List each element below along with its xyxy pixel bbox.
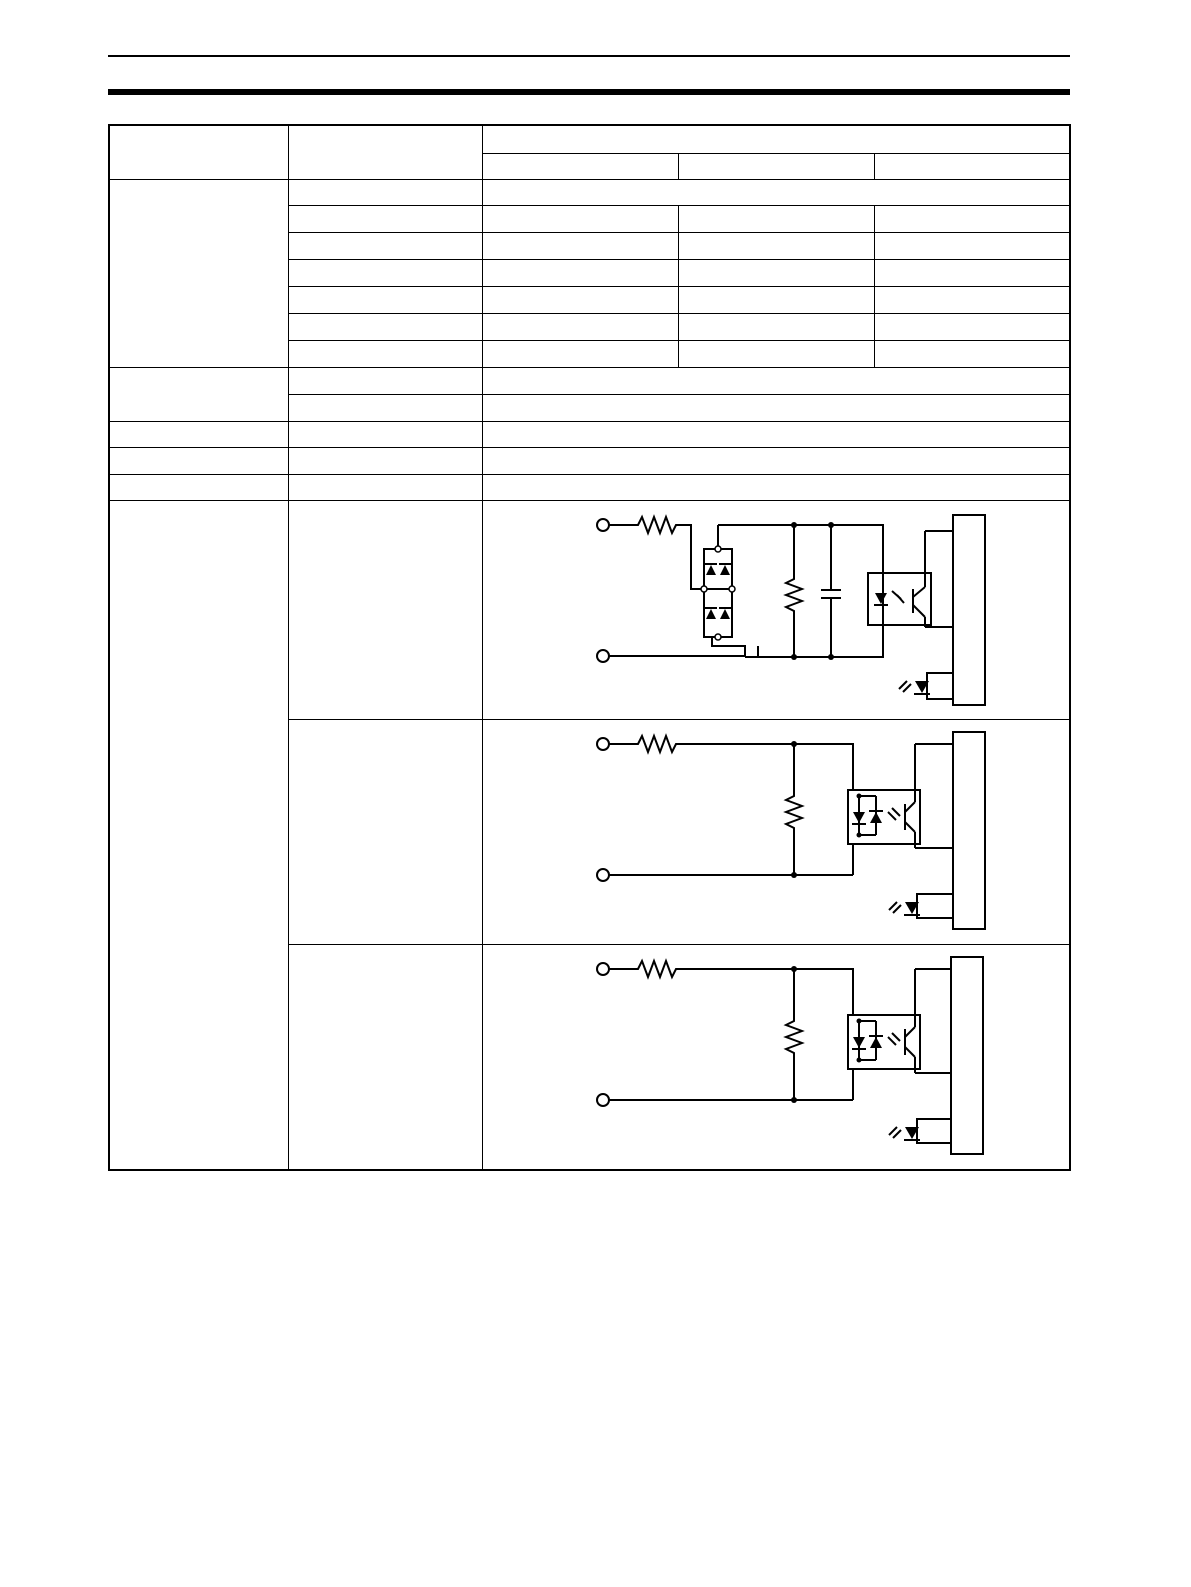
table-row [109, 421, 1070, 447]
circuit-row [109, 500, 1070, 719]
row-value [482, 447, 1070, 474]
row-group-label [109, 421, 288, 447]
bridge-rectifier-icon [701, 525, 735, 640]
input-terminal-2 [597, 1094, 609, 1106]
circuit-diagram-bridge [483, 501, 1069, 719]
row-value [482, 259, 678, 286]
header-cell-specification [482, 125, 1070, 153]
capacitor-icon [821, 525, 841, 657]
header-cell-subitem [288, 125, 482, 179]
header-cell-model-3 [874, 153, 1070, 179]
top-rail [718, 525, 883, 657]
ac-dc-input-circuit-diagram [482, 500, 1070, 719]
row-value [874, 340, 1070, 367]
row-label-circuit-2 [288, 719, 482, 944]
row-value [482, 286, 678, 313]
shunt-resistor [786, 969, 802, 1100]
internal-circuit-block [953, 515, 985, 705]
row-value [482, 232, 678, 259]
specification-table [108, 124, 1071, 1171]
input-terminal-1 [597, 963, 609, 975]
table-row [109, 367, 1070, 394]
row-group-label [109, 367, 288, 421]
table-row [109, 179, 1070, 205]
row-value [678, 340, 874, 367]
row-value [678, 205, 874, 232]
input-terminal-2 [597, 650, 609, 662]
header-cell-model-2 [678, 153, 874, 179]
row-value [678, 286, 874, 313]
row-value [482, 367, 1070, 394]
row-value [874, 313, 1070, 340]
row-group-label [109, 474, 288, 500]
row-label [288, 474, 482, 500]
row-value [874, 205, 1070, 232]
row-group-label-circuit [109, 500, 288, 1170]
row-value [482, 394, 1070, 421]
shunt-resistor [786, 525, 802, 657]
internal-circuit-block [953, 732, 985, 929]
row-label [288, 421, 482, 447]
row-label [288, 259, 482, 286]
row-label [288, 340, 482, 367]
row-label-circuit-1 [288, 500, 482, 719]
internal-circuit-block [951, 957, 983, 1154]
row-label [288, 313, 482, 340]
indicator-led-icon [889, 1119, 951, 1143]
row-value [482, 179, 1070, 205]
row-value [678, 232, 874, 259]
table-row [109, 474, 1070, 500]
input-resistor [609, 736, 853, 790]
header-cell-model-1 [482, 153, 678, 179]
header-cell-item [109, 125, 288, 179]
row-label [288, 447, 482, 474]
dc-input-circuit-diagram-2 [482, 944, 1070, 1170]
input-resistor [609, 961, 853, 1015]
row-value [482, 205, 678, 232]
row-value [482, 340, 678, 367]
shunt-resistor [786, 744, 802, 875]
input-terminal-1 [597, 738, 609, 750]
header-rule-thick [108, 89, 1070, 95]
input-terminal-2 [597, 869, 609, 881]
input-terminal-1 [597, 519, 609, 531]
row-value [482, 313, 678, 340]
row-value [874, 286, 1070, 313]
row-label [288, 179, 482, 205]
circuit-diagram-dc-2 [483, 945, 1069, 1169]
row-value [678, 313, 874, 340]
row-value [874, 232, 1070, 259]
indicator-led-icon [889, 894, 953, 918]
row-label-circuit-3 [288, 944, 482, 1170]
photocoupler-icon [848, 790, 920, 844]
row-value [874, 259, 1070, 286]
row-value [678, 259, 874, 286]
photocoupler-icon [868, 573, 931, 625]
input-line-return [609, 638, 745, 656]
row-label [288, 286, 482, 313]
circuit-diagram-dc-1 [483, 720, 1069, 944]
table-row [109, 447, 1070, 474]
input-resistor [609, 517, 704, 589]
photocoupler-icon [848, 1015, 920, 1069]
row-label [288, 205, 482, 232]
row-label [288, 367, 482, 394]
dc-input-circuit-diagram-1 [482, 719, 1070, 944]
row-group-label [109, 179, 288, 367]
indicator-led-icon [899, 673, 953, 699]
row-label [288, 232, 482, 259]
row-group-label [109, 447, 288, 474]
table-header-row [109, 125, 1070, 153]
row-value [482, 421, 1070, 447]
header-rule-thin [108, 55, 1070, 57]
row-label [288, 394, 482, 421]
row-value [482, 474, 1070, 500]
